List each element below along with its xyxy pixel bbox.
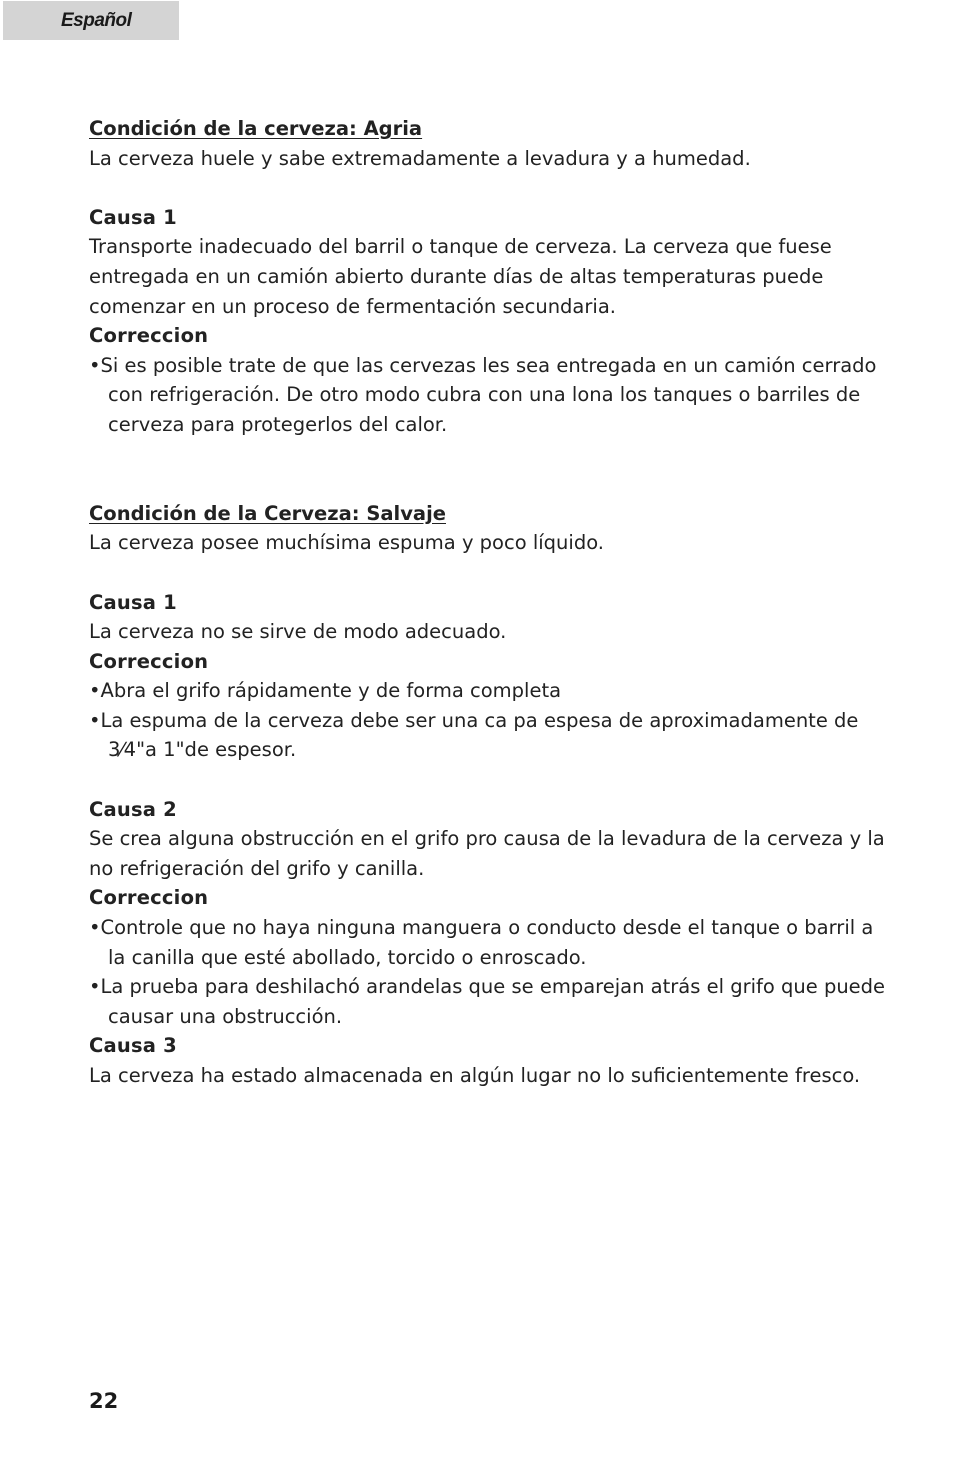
cause-text-line: comenzar en un proceso de fermentación secundaria.	[89, 294, 616, 318]
bullet-dot: •	[89, 708, 101, 732]
bullet-item: •Si es posible trate de que las cervezas les sea entregada en un camión cerrado	[89, 353, 877, 377]
bullet-item: •Controle que no haya ninguna manguera o conducto desde el tanque o barril a	[89, 916, 874, 940]
bullet-continuation: 3⁄4"a 1"de espesor.	[108, 738, 297, 762]
cause-text-line: La cerveza ha estado almacenada en algún lugar no lo suficientemente fresco.	[89, 1064, 861, 1087]
cause-label: Causa 1	[89, 590, 177, 614]
bullet-dot: •	[89, 975, 101, 999]
condition-description: La cerveza huele y sabe extremadamente a levadura y a humedad.	[89, 146, 751, 170]
cause-text-line: no refrigeración del grifo y canilla.	[89, 856, 425, 880]
correction-label: Correccion	[89, 324, 209, 348]
condition-description: La cerveza posee muchísima espuma y poco líquido.	[89, 531, 604, 555]
bullet-continuation: cerveza para protegerlos del calor.	[108, 412, 448, 436]
correction-label: Correccion	[89, 886, 209, 910]
correction-label: Correccion	[89, 649, 209, 673]
section-heading-wild: Condición de la Cerveza: Salvaje	[89, 501, 446, 525]
section-heading-sour: Condición de la cerveza: Agria	[89, 117, 423, 140]
bullet-item: •La espuma de la cerveza debe ser una ca pa espesa de aproximadamente de	[89, 708, 859, 732]
cause-label: Causa 1	[89, 205, 177, 229]
cause-text-line: entregada en un camión abierto durante días de altas temperaturas puede	[89, 264, 824, 288]
cause-label: Causa 3	[89, 1034, 177, 1058]
bullet-continuation: la canilla que esté abollado, torcido o enroscado.	[108, 945, 587, 969]
page-number: 22	[89, 1389, 119, 1413]
cause-text-line: Se crea alguna obstrucción en el grifo pro causa de la levadura de la cerveza y la	[89, 827, 885, 851]
bullet-item: •La prueba para deshilachó arandelas que se emparejan atrás el grifo que puede	[89, 975, 886, 999]
document-body	[89, 114, 886, 1091]
cause-text-line: La cerveza no se sirve de modo adecuado.	[89, 620, 507, 644]
bullet-dot: •	[89, 353, 101, 377]
language-tab: Español	[3, 1, 179, 40]
bullet-dot: •	[89, 916, 101, 940]
bullet-item: •Abra el grifo rápidamente y de forma completa	[89, 679, 562, 703]
bullet-continuation: con refrigeración. De otro modo cubra con una lona los tanques o barriles de	[108, 383, 861, 407]
bullet-continuation: causar una obstrucción.	[108, 1004, 343, 1028]
bullet-dot: •	[89, 679, 101, 703]
cause-text-line: Transporte inadecuado del barril o tanque de cerveza. La cerveza que fuese	[89, 235, 832, 259]
cause-label: Causa 2	[89, 797, 177, 821]
